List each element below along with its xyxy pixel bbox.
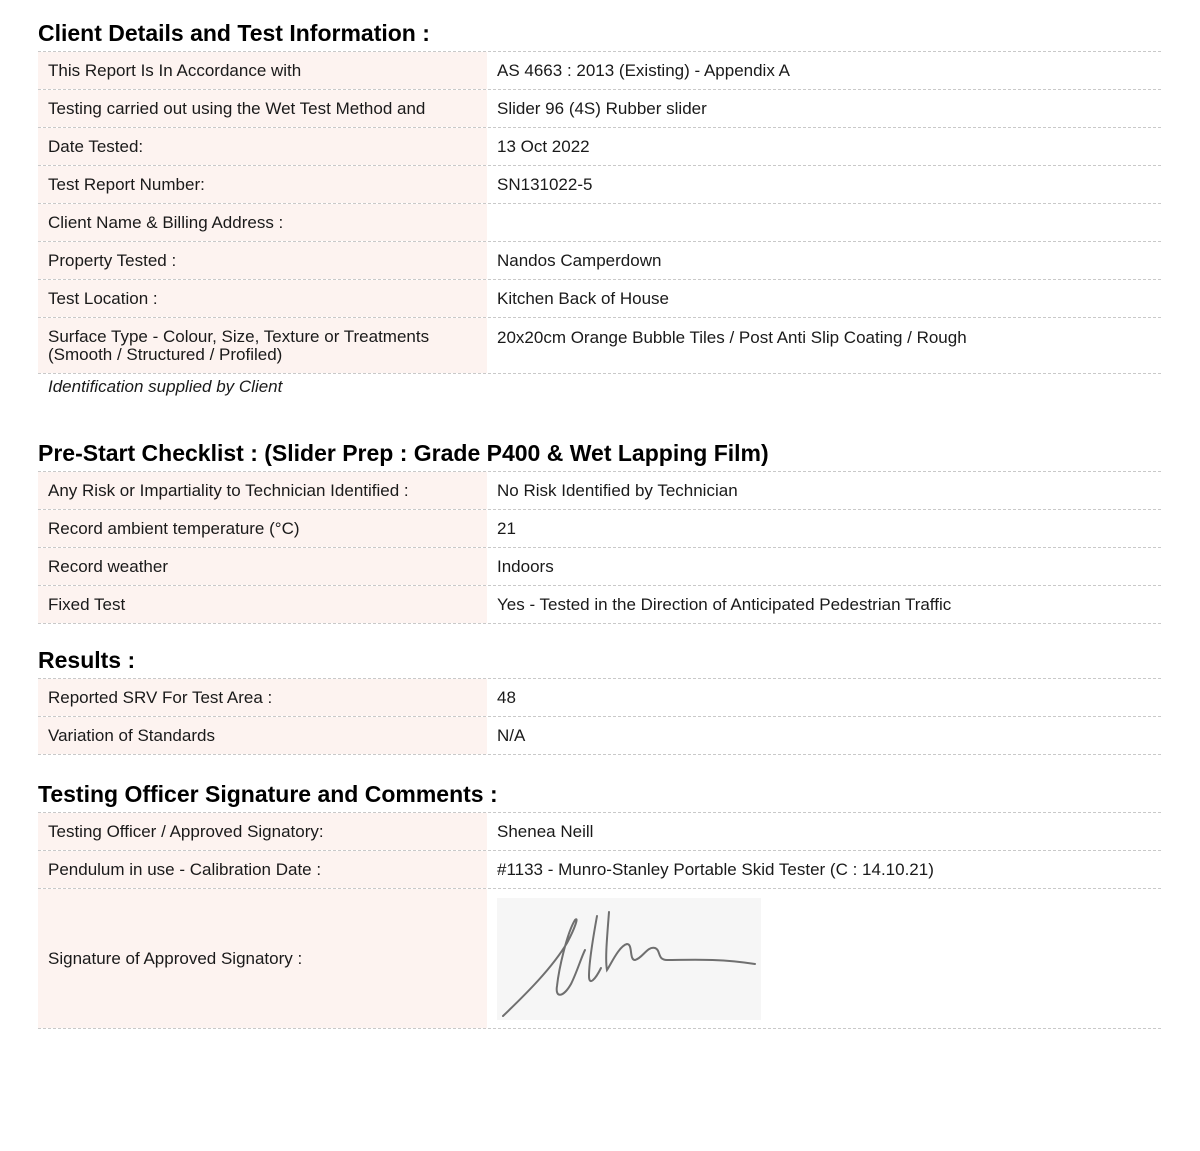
table-row [38, 813, 1161, 851]
row-value: SN131022-5 [497, 174, 593, 194]
row-value: N/A [497, 725, 526, 745]
section-title-prestart: Pre-Start Checklist : (Slider Prep : Grade P400 & Wet Lapping Film) [38, 436, 1161, 472]
row-value: 13 Oct 2022 [497, 136, 590, 156]
signature-cell [487, 889, 1161, 1028]
table-row [38, 242, 1161, 280]
table-row [38, 280, 1161, 318]
row-value [487, 204, 1161, 241]
table-row [38, 52, 1161, 90]
row-label: Any Risk or Impartiality to Technician Identified : [38, 472, 487, 509]
row-label: Property Tested : [38, 242, 487, 279]
row-value: 20x20cm Orange Bubble Tiles / Post Anti Slip Coating / Rough [497, 328, 967, 347]
section-title-results: Results : [38, 643, 1161, 679]
table-row [38, 90, 1161, 128]
table-row [38, 679, 1161, 717]
signature-row [38, 889, 1161, 1029]
report-page [38, 16, 1161, 1029]
section-spacer [38, 624, 1161, 643]
table-row [38, 472, 1161, 510]
section-title-signature: Testing Officer Signature and Comments : [38, 777, 1161, 813]
table-row [38, 204, 1161, 242]
row-label: Client Name & Billing Address : [38, 204, 487, 241]
table-row [38, 717, 1161, 755]
row-label: Surface Type - Colour, Size, Texture or Treatments (Smooth / Structured / Profiled) [38, 318, 487, 373]
row-label: Testing carried out using the Wet Test Method and [38, 90, 487, 127]
table-row [38, 318, 1161, 374]
table-row [38, 851, 1161, 889]
section-spacer [38, 400, 1161, 436]
row-value: Slider 96 (4S) Rubber slider [497, 98, 707, 118]
row-value: 21 [497, 518, 516, 538]
row-label: Fixed Test [38, 586, 487, 623]
row-label: Test Report Number: [38, 166, 487, 203]
handwritten-signature [497, 898, 761, 1020]
table-row [38, 510, 1161, 548]
table-row [38, 548, 1161, 586]
table-row [38, 128, 1161, 166]
row-label: Record ambient temperature (°C) [38, 510, 487, 547]
row-label: Testing Officer / Approved Signatory: [38, 813, 487, 850]
table-row [38, 586, 1161, 624]
row-label: Reported SRV For Test Area : [38, 679, 487, 716]
signature-image [497, 898, 761, 1020]
section-title-client-details: Client Details and Test Information : [38, 16, 1161, 52]
row-value: Nandos Camperdown [497, 250, 662, 270]
row-label: This Report Is In Accordance with [38, 52, 487, 89]
table-row [38, 166, 1161, 204]
identification-note: Identification supplied by Client [48, 377, 283, 396]
row-label: Record weather [38, 548, 487, 585]
row-value: Shenea Neill [497, 821, 594, 841]
row-label: Variation of Standards [38, 717, 487, 754]
row-label: Pendulum in use - Calibration Date : [38, 851, 487, 888]
row-label: Test Location : [38, 280, 487, 317]
row-label: Date Tested: [38, 128, 487, 165]
row-value: Kitchen Back of House [497, 288, 669, 308]
row-value: No Risk Identified by Technician [497, 480, 738, 500]
row-value: #1133 - Munro-Stanley Portable Skid Tester (C : 14.10.21) [497, 859, 934, 879]
section-spacer [38, 755, 1161, 777]
row-value: Indoors [497, 556, 554, 576]
row-label: Signature of Approved Signatory : [38, 889, 487, 1028]
srv-value: 48 [497, 687, 516, 707]
row-value: Yes - Tested in the Direction of Anticipated Pedestrian Traffic [497, 594, 952, 614]
row-value: AS 4663 : 2013 (Existing) - Appendix A [497, 60, 790, 80]
